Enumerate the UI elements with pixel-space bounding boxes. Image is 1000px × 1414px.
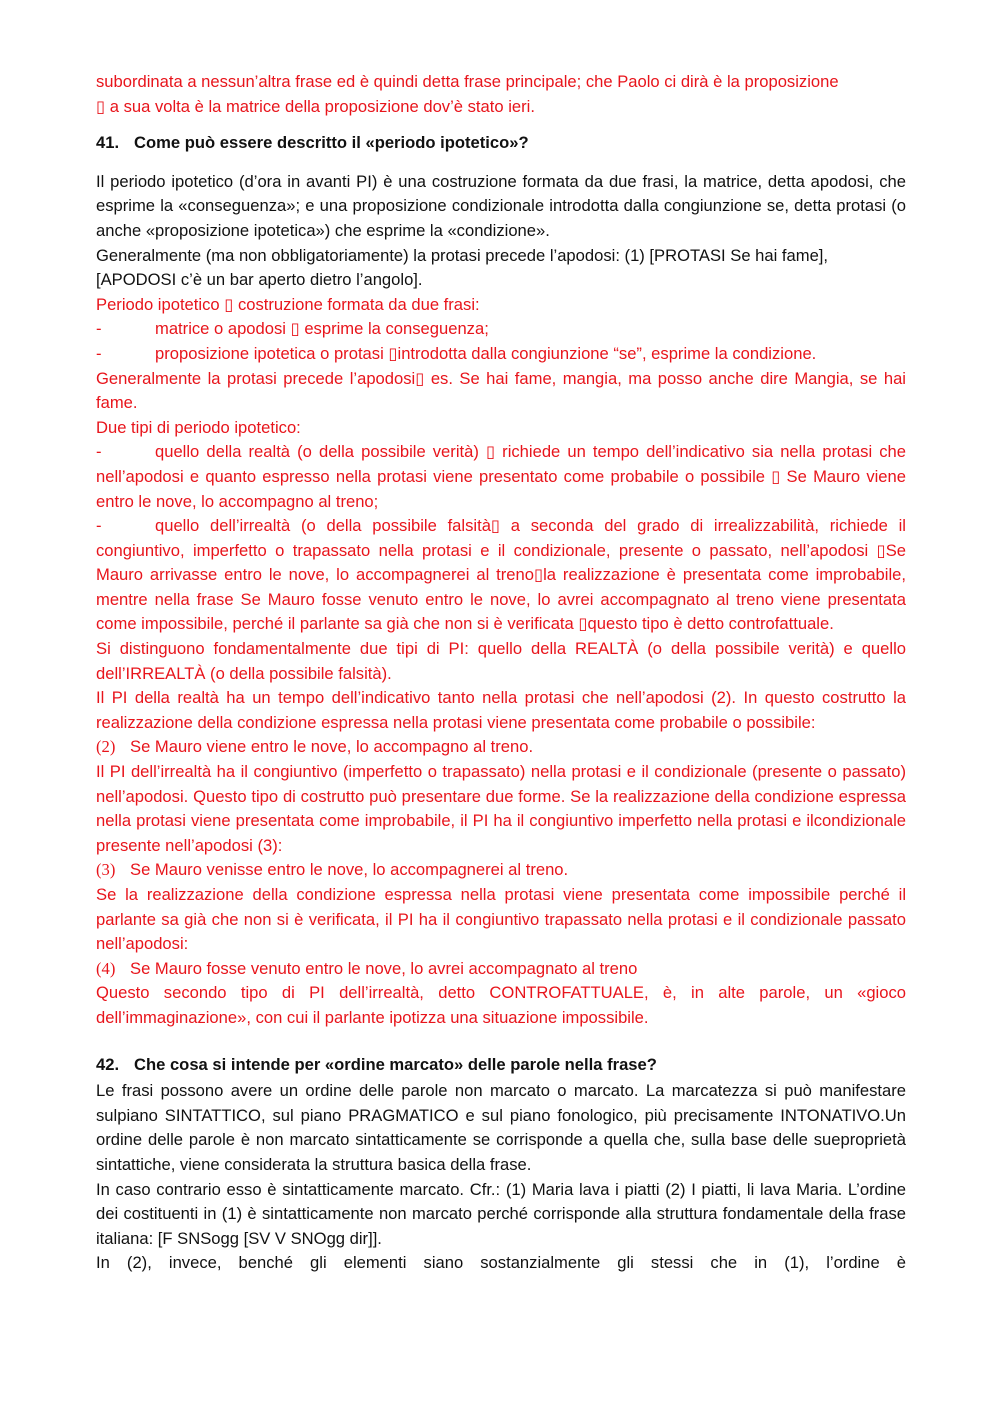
q41-red-intro: Periodo ipotetico ▯ costruzione formata da due frasi:	[96, 294, 480, 314]
q41-paragraph-2: Generalmente (ma non obbligatoriamente) la protasi precede l’apodosi: (1) [PROTASI Se hai fame], [APODOSI c’è un bar aperto dietro l’angolo].	[96, 245, 829, 290]
q42-paragraph-1: Le frasi possono avere un ordine delle parole non marcato o marcato. La marcatezza si può manifestare sulpiano SINTATTICO, sul piano PRAGMATICO e sul piano fonologico, più precisamente INTONATIVO.Un ordine delle parole è non marcato sintatticamente se corrisponde a quella che, sulla base delle sueproprietà sintattiche, viene considerata la struttura basica della frase.	[96, 1081, 906, 1174]
intro-line-1: subordinata a nessun’altra frase ed è quindi detta frase principale; che Paolo ci dirà è la proposizione	[96, 72, 839, 91]
example-number: (3)	[96, 860, 116, 880]
example-2	[96, 735, 906, 760]
example-text: Se Mauro fosse venuto entro le nove, lo avrei accompagnato al treno	[130, 958, 638, 978]
question-42-title: Che cosa si intende per «ordine marcato» delle parole nella frase?	[134, 1054, 657, 1074]
q41-bullet-1	[96, 317, 906, 342]
example-text: Se Mauro venisse entro le nove, lo accompagnerei al treno.	[130, 860, 569, 880]
bullet-text: quello dell’irrealtà (o della possibile falsità▯ a seconda del grado di irrealizzabilità, richiede il congiuntivo, imperfetto o trapassato nella protasi e il condizionale, presente o passato, nell’apodosi ▯Se Mauro arrivasse entro le nove, lo accompagnerei al treno▯la realizzazione è presentata come improbabile, mentre nella frase Se Mauro fosse venuto entro le nove, lo avrei accompagnato al treno viene presentata come impossibile, perché il parlante sa già che non si è verificata ▯questo tipo è detto controfattuale.	[96, 516, 906, 634]
question-42-number: 42.	[96, 1054, 120, 1074]
q41-red-paragraph-5: Se la realizzazione della condizione espressa nella protasi viene presentata come impossibile perché il parlante sa già che non si è verificata, il PI ha il congiuntivo trapassato nella protasi e il condizionale passato nell’apodosi:	[96, 885, 906, 954]
example-4	[96, 957, 906, 982]
q42-paragraph-2: In caso contrario esso è sintatticamente marcato. Cfr.: (1) Maria lava i piatti (2) I piatti, li lava Maria. L’ordine dei costituenti in (1) è sintatticamente non marcato perché corrisponde alla struttura fondamentale della frase italiana: [F SNSogg [SV V SNOgg dir]].	[96, 1179, 906, 1248]
intro-paragraph	[96, 70, 906, 119]
q41-red-types: Due tipi di periodo ipotetico:	[96, 417, 301, 437]
bullet-text: proposizione ipotetica o protasi ▯introdotta dalla congiunzione “se”, esprime la condizione.	[155, 343, 817, 363]
question-41-number: 41.	[96, 133, 120, 153]
question-41-heading	[96, 131, 906, 156]
q41-bullet-2	[96, 342, 906, 367]
bullet-text: quello della realtà (o della possibile verità) ▯ richiede un tempo dell’indicativo sia nella protasi che nell’apodosi e quanto espresso nella protasi viene presentato come probabile o possibile ▯ Se Mauro viene entro le nove, lo accompagno al treno;	[96, 442, 906, 511]
bullet-dash: -	[96, 319, 102, 339]
question-42-heading	[96, 1053, 906, 1078]
bullet-text: matrice o apodosi ▯ esprime la conseguenza;	[155, 319, 489, 339]
question-41-title: Come può essere descritto il «periodo ipotetico»?	[134, 133, 529, 153]
q41-red-paragraph-3: Il PI della realtà ha un tempo dell’indicativo tanto nella protasi che nell’apodosi (2). In questo costrutto la realizzazione della condizione espressa nella protasi viene presentata come probabile o possibile:	[96, 688, 906, 732]
bullet-dash: -	[96, 442, 102, 462]
q41-red-paragraph-1: Generalmente la protasi precede l’apodosi▯ es. Se hai fame, mangia, ma posso anche dire Mangia, se hai fame.	[96, 368, 906, 413]
intro-line-2: ▯ a sua volta è la matrice della proposizione dov’è stato ieri.	[96, 96, 535, 116]
example-number: (4)	[96, 958, 116, 978]
q42-paragraph-3: In (2), invece, benché gli elementi siano sostanzialmente gli stessi che in (1), l’ordine è	[96, 1253, 906, 1273]
q41-red-paragraph-6: Questo secondo tipo di PI dell’irrealtà, detto CONTROFATTUALE, è, in alte parole, un «gioco dell’immaginazione», con cui il parlante ipotizza una situazione impossibile.	[96, 983, 906, 1027]
q41-paragraph-1: Il periodo ipotetico (d’ora in avanti PI) è una costruzione formata da due frasi, la matrice, detta apodosi, che esprime la «conseguenza»; e una proposizione condizionale introdotta dalla congiunzione se, detta protasi (o anche «proposizione ipotetica») che esprime la «condizione».	[96, 171, 906, 240]
bullet-dash: -	[96, 343, 102, 363]
example-text: Se Mauro viene entro le nove, lo accompagno al treno.	[130, 737, 534, 757]
q41-type-irrealta	[96, 514, 906, 637]
q41-type-realta	[96, 440, 906, 514]
q41-red-paragraph-2: Si distinguono fondamentalmente due tipi di PI: quello della REALTÀ (o della possibile verità) e quello dell’IRREALTÀ (o della possibile falsità).	[96, 639, 906, 683]
q41-red-paragraph-4: Il PI dell’irrealtà ha il congiuntivo (imperfetto o trapassato) nella protasi e il condizionale (presente o passato) nell’apodosi. Questo tipo di costrutto può presentare due forme. Se la realizzazione della condizione espressa nella protasi viene presentata come improbabile, il PI ha il congiuntivo imperfetto nella protasi e ilcondizionale presente nell’apodosi (3):	[96, 762, 906, 855]
bullet-dash: -	[96, 516, 102, 536]
example-number: (2)	[96, 737, 116, 757]
example-3	[96, 858, 906, 883]
